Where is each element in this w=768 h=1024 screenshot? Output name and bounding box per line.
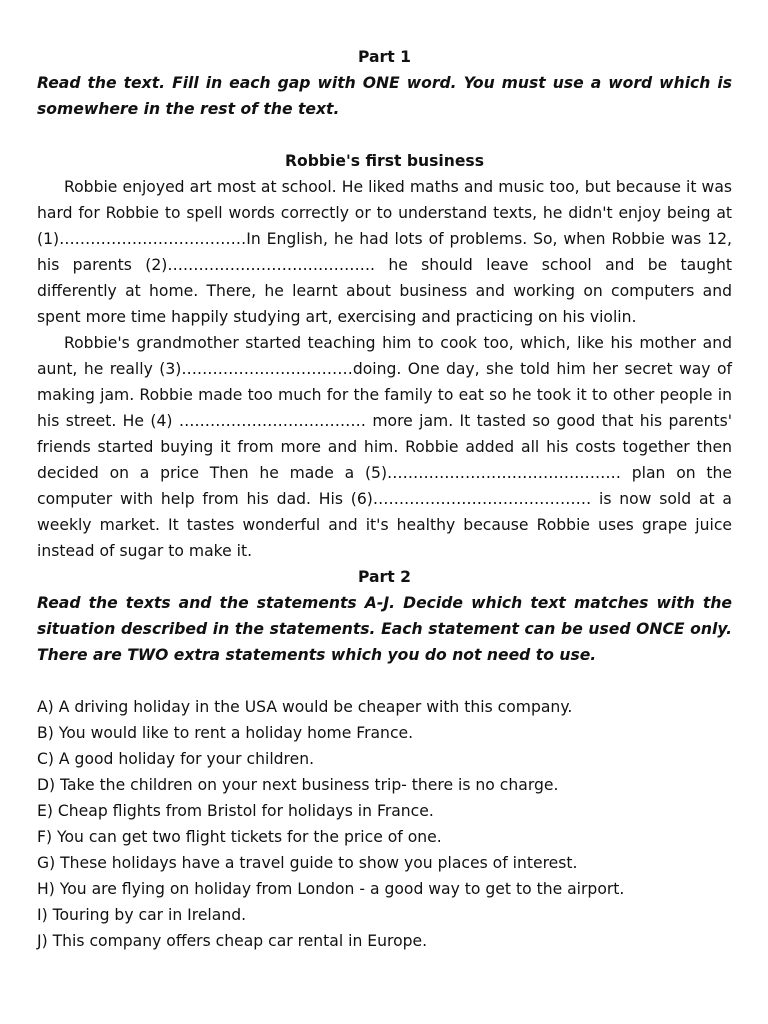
statement-g: G) These holidays have a travel guide to show you places of interest.: [37, 854, 578, 872]
statement-list: [37, 694, 732, 954]
statement-c: C) A good holiday for your children.: [37, 750, 315, 768]
statement-a: A) A driving holiday in the USA would be cheaper with this company.: [37, 698, 573, 716]
story-paragraph-1: Robbie enjoyed art most at school. He liked maths and music too, but because it was hard for Robbie to spell words correctly or to understand texts, he didn't enjoy being at (1)………………………………In English, he had lots of problems. So, when Robbie was 12, his parents (2)…………………………………. he should leave school and be taught differently at home. There, he learnt about business and working on computers and spent more time happily studying art, exercising and practicing on his violin.: [37, 178, 732, 326]
statement-i: I) Touring by car in Ireland.: [37, 906, 247, 924]
part-2-instructions: Read the texts and the statements A-J. Decide which text matches with the situation described in the statements. Each statement can be used ONCE only. There are TWO extra statements which you do not need to use.: [37, 594, 732, 664]
statement-j: J) This company offers cheap car rental in Europe.: [37, 932, 428, 950]
statement-b: B) You would like to rent a holiday home France.: [37, 724, 414, 742]
statement-h: H) You are flying on holiday from London - a good way to get to the airport.: [37, 880, 625, 898]
part-2-heading: Part 2: [358, 568, 411, 586]
story-paragraph-2: Robbie's grandmother started teaching him to cook too, which, like his mother and aunt, he really (3)……………………………doing. One day, she told him her secret way of making jam. Robbie made too much for the family to eat so he took it to other people in his street. He (4) ……………………………… more jam. It tasted so good that his parents' friends started buying it from more and him. Robbie added all his costs together then decided on a price Then he made a (5)……………………………………… plan on the computer with help from his dad. His (6)…………………………………… is now sold at a weekly market. It tastes wonderful and it's healthy because Robbie uses grape juice instead of sugar to make it.: [37, 334, 732, 560]
story-title: Robbie's first business: [285, 152, 484, 170]
part-1-instructions: Read the text. Fill in each gap with ONE word. You must use a word which is somewhere in the rest of the text.: [37, 74, 732, 118]
statement-e: E) Cheap flights from Bristol for holidays in France.: [37, 802, 434, 820]
part-2-section: [37, 564, 732, 954]
statement-f: F) You can get two flight tickets for the price of one.: [37, 828, 442, 846]
part-1-section: [37, 44, 732, 564]
statement-d: D) Take the children on your next business trip- there is no charge.: [37, 776, 559, 794]
part-1-heading: Part 1: [358, 48, 411, 66]
